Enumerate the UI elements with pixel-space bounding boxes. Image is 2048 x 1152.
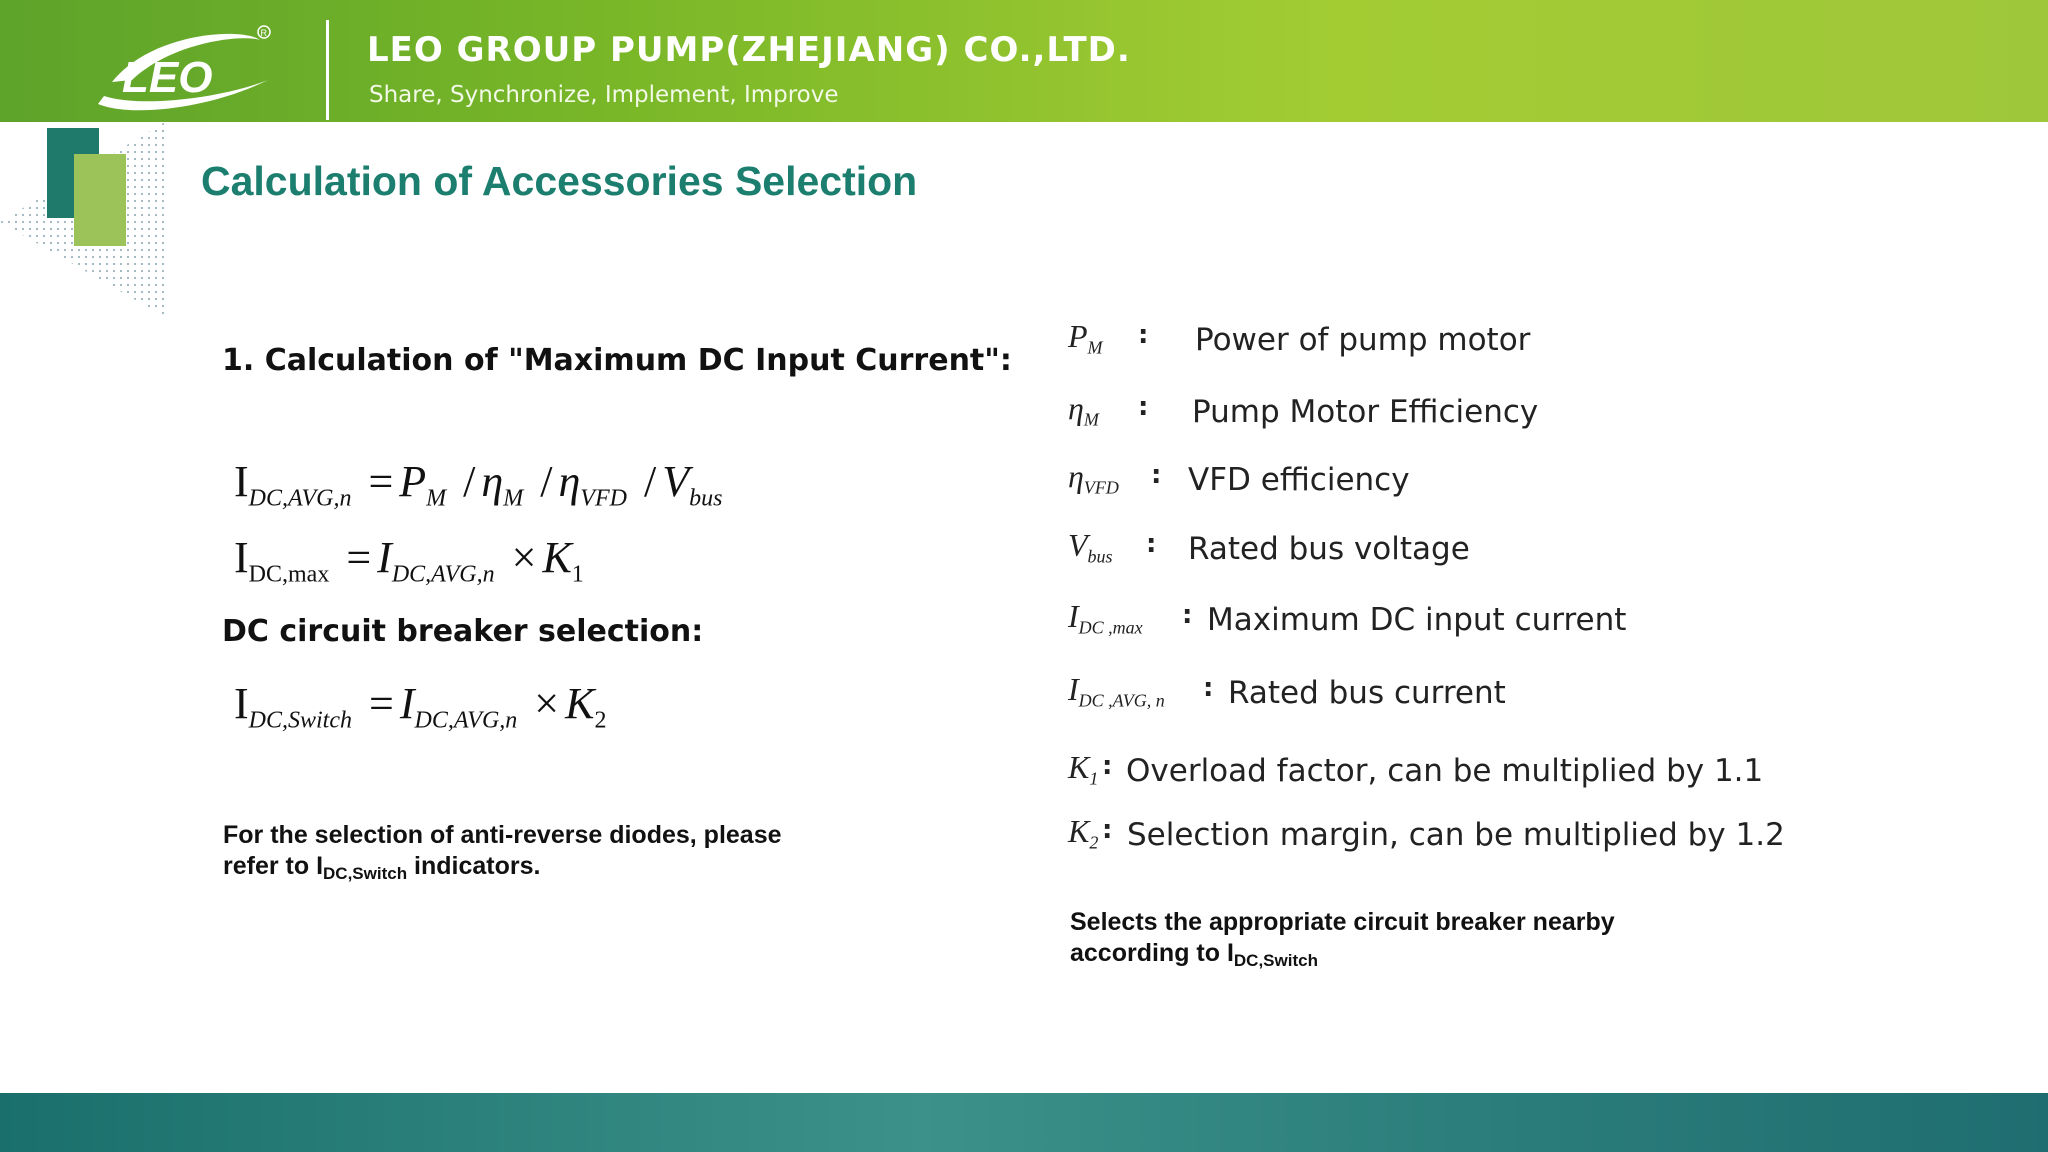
breaker-note-line2: according to $I_{DC,Switch}$ <box>1070 939 1318 971</box>
formula-symbol: K <box>542 533 572 582</box>
legend-symbol: $P_M$ <box>1068 318 1103 358</box>
formula-subscript: bus <box>689 485 723 512</box>
formula-operator: / <box>643 457 657 506</box>
legend-description: Pump Motor Efficiency <box>1192 394 1539 430</box>
legend-colon: : <box>1138 320 1149 350</box>
header-bar <box>0 0 2048 122</box>
formula-subscript: VFD <box>580 485 627 512</box>
formula-subscript: DC,max <box>248 561 330 588</box>
legend-symbol: $V_{bus}$ <box>1068 527 1113 567</box>
legend-colon: : <box>1146 529 1157 559</box>
logo-text: LEO <box>122 53 213 102</box>
legend-symbol: $\eta_{VFD}$ <box>1068 458 1119 498</box>
formula-subscript: DC,AVG,n <box>248 485 352 512</box>
formula-symbol: P <box>399 457 427 506</box>
legend-colon: : <box>1102 815 1113 845</box>
svg-text:R: R <box>260 28 267 38</box>
breaker-note <box>1070 907 1615 969</box>
page-title: Calculation of Accessories Selection <box>201 158 918 204</box>
heading-max-dc-current: 1. Calculation of "Maximum DC Input Current": <box>222 343 1012 378</box>
formula-operator: × <box>534 679 560 728</box>
formula-subscript: M <box>503 485 524 512</box>
formula-subscript: DC,Switch <box>248 707 352 734</box>
formula-symbol: K <box>565 679 595 728</box>
legend-symbol: $K_1$ <box>1068 749 1099 789</box>
formula-operator: / <box>540 457 553 506</box>
title-decoration <box>0 122 200 332</box>
legend-symbol: $I_{DC ,AVG, n}$ <box>1068 671 1165 711</box>
formula-symbol: V <box>662 457 690 506</box>
leo-logo <box>92 22 282 114</box>
formula-subscript: DC,AVG,n <box>414 707 518 734</box>
legend-description: Power of pump motor <box>1195 322 1531 358</box>
formula-operator: = <box>369 679 394 728</box>
formula-operator: = <box>368 457 394 506</box>
legend-colon: : <box>1182 600 1193 630</box>
legend-symbol: $K_2$ <box>1068 813 1099 853</box>
formula-operator: / <box>463 457 476 506</box>
diode-note-line2: refer to $I_{DC,Switch}$ indicators. <box>223 852 541 884</box>
diode-note-line1: For the selection of anti-reverse diodes, please <box>223 821 782 849</box>
legend-symbol: $I_{DC ,max}$ <box>1068 598 1143 638</box>
company-name: LEO GROUP PUMP(ZHEJIANG) CO.,LTD. <box>367 30 1131 70</box>
formula-subscript: 1 <box>571 561 584 588</box>
formula-idc-avg <box>234 457 723 512</box>
formula-subscript: M <box>426 485 447 512</box>
formula-symbol: I <box>377 533 392 582</box>
legend-colon: : <box>1102 751 1113 781</box>
formula-symbol: I <box>234 457 249 506</box>
legend-description: Rated bus voltage <box>1188 531 1470 567</box>
footer-bar <box>0 1093 2048 1152</box>
legend-colon: : <box>1138 392 1149 422</box>
formula-idc-switch <box>234 679 607 734</box>
diode-note <box>223 820 782 882</box>
breaker-note-line1: Selects the appropriate circuit breaker nearby <box>1070 908 1615 936</box>
legend-colon: : <box>1203 673 1214 703</box>
formula-symbol: I <box>234 679 249 728</box>
heading-dc-breaker: DC circuit breaker selection: <box>222 614 704 649</box>
formula-idc-max <box>234 533 584 588</box>
formula-symbol: I <box>399 679 415 728</box>
legend-description: VFD efficiency <box>1188 462 1410 498</box>
legend-description: Selection margin, can be multiplied by 1.2 <box>1127 817 1785 853</box>
legend-symbol: $\eta_M$ <box>1068 390 1099 430</box>
formula-subscript: DC,AVG,n <box>391 561 495 588</box>
legend-description: Overload factor, can be multiplied by 1.1 <box>1126 753 1764 789</box>
legend-colon: : <box>1151 460 1162 490</box>
formula-symbol: η <box>558 457 581 506</box>
legend-description: Maximum DC input current <box>1207 602 1627 638</box>
legend-description: Rated bus current <box>1228 675 1506 711</box>
formula-symbol: η <box>481 457 504 506</box>
formula-symbol: I <box>234 533 249 582</box>
formula-operator: × <box>511 533 537 582</box>
company-tagline: Share, Synchronize, Implement, Improve <box>369 82 839 108</box>
header-divider <box>326 20 329 120</box>
formula-subscript: 2 <box>594 707 607 734</box>
formula-operator: = <box>346 533 372 582</box>
